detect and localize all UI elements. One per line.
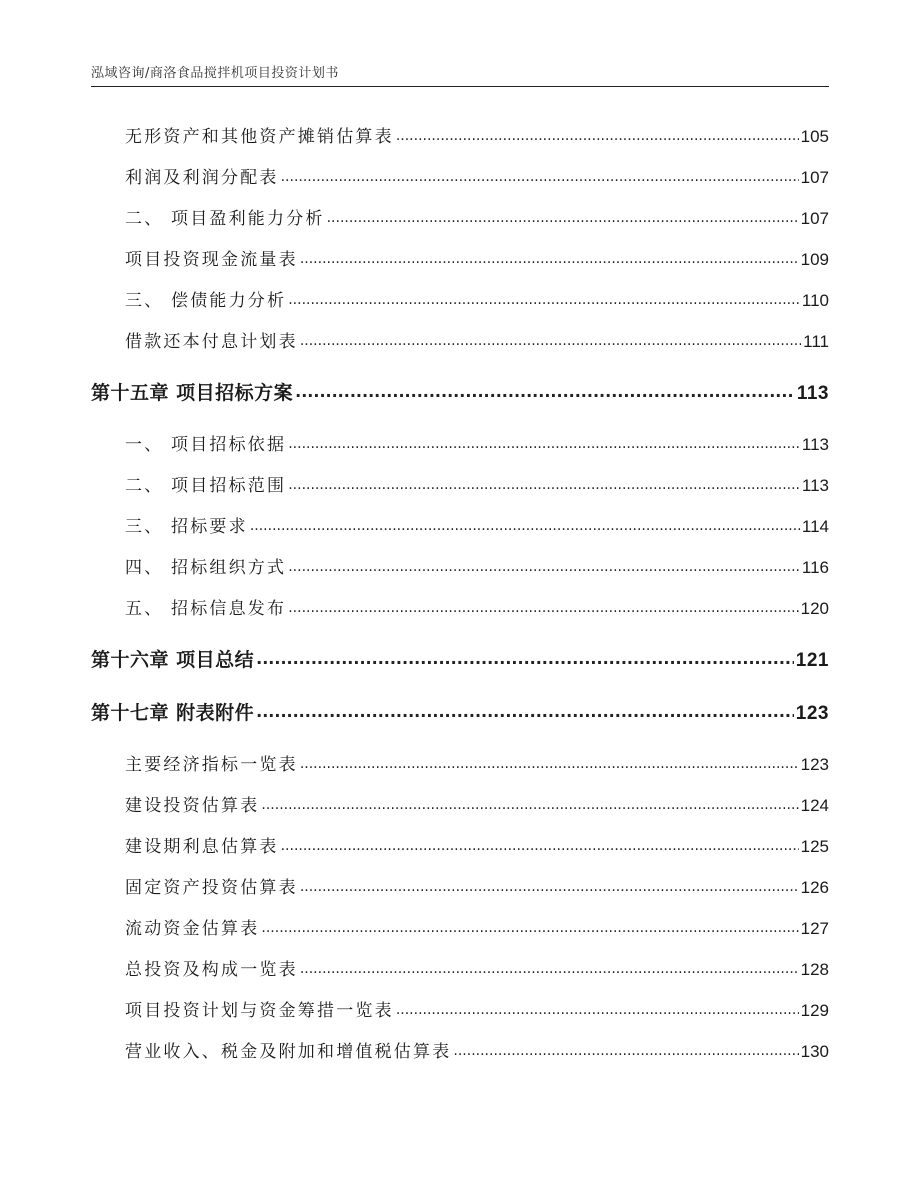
toc-page-number: 107 xyxy=(800,209,829,228)
toc-entry[interactable] xyxy=(0,286,920,311)
header-divider xyxy=(91,86,829,87)
toc-entry-label: 四、 招标组织方式 xyxy=(125,558,287,578)
toc-chapter-label: 第十七章 附表附件 xyxy=(91,702,255,724)
toc-page-number: 125 xyxy=(800,837,829,856)
toc-page-number: 109 xyxy=(800,250,829,269)
toc-chapter[interactable] xyxy=(0,645,920,672)
dot-leader xyxy=(288,292,800,306)
toc-entry-label: 流动资金估算表 xyxy=(125,919,260,939)
toc-entry-label: 五、 招标信息发布 xyxy=(125,599,287,619)
toc-entry[interactable] xyxy=(0,327,920,352)
dot-leader xyxy=(396,1002,799,1016)
toc-page-number: 110 xyxy=(801,291,829,310)
toc-entry-label: 建设期利息估算表 xyxy=(125,837,279,857)
dot-leader xyxy=(453,1043,798,1057)
toc-entry-label: 项目投资现金流量表 xyxy=(125,250,298,270)
toc-chapter-label: 第十五章 项目招标方案 xyxy=(91,382,294,404)
toc-page-number: 113 xyxy=(801,435,829,454)
toc-entry[interactable] xyxy=(0,471,920,496)
toc-entry-label: 利润及利润分配表 xyxy=(125,168,279,188)
toc-page-number: 113 xyxy=(796,383,829,404)
toc-page-number: 123 xyxy=(800,755,829,774)
toc-entry[interactable] xyxy=(0,750,920,775)
toc-entry[interactable] xyxy=(0,1037,920,1062)
dot-leader xyxy=(288,600,798,614)
toc-entry-label: 主要经济指标一览表 xyxy=(125,755,298,775)
toc-entry[interactable] xyxy=(0,873,920,898)
toc-entry[interactable] xyxy=(0,204,920,229)
toc-page-number: 129 xyxy=(800,1001,829,1020)
toc-page-number: 107 xyxy=(800,168,829,187)
toc-page-number: 123 xyxy=(795,703,829,724)
toc-entry[interactable] xyxy=(0,996,920,1021)
dot-leader xyxy=(288,436,800,450)
dot-leader xyxy=(256,650,794,666)
toc-chapter[interactable] xyxy=(0,698,920,725)
toc-page-number: 127 xyxy=(800,919,829,938)
toc-entry[interactable] xyxy=(0,594,920,619)
dot-leader xyxy=(281,838,799,852)
toc-page-number: 114 xyxy=(801,517,829,536)
toc-entry[interactable] xyxy=(0,955,920,980)
dot-leader xyxy=(295,383,795,399)
toc-entry-label: 二、 项目招标范围 xyxy=(125,476,287,496)
toc-page-number: 111 xyxy=(803,332,829,351)
toc-page-number: 126 xyxy=(800,878,829,897)
toc-entry-label: 总投资及构成一览表 xyxy=(125,960,298,980)
toc-page-number: 124 xyxy=(800,796,829,815)
dot-leader xyxy=(396,128,799,142)
toc-entry-label: 一、 项目招标依据 xyxy=(125,435,287,455)
dot-leader xyxy=(288,559,800,573)
toc-entry[interactable] xyxy=(0,163,920,188)
dot-leader xyxy=(288,477,800,491)
dot-leader xyxy=(250,518,800,532)
toc-page-number: 113 xyxy=(801,476,829,495)
toc-entry[interactable] xyxy=(0,553,920,578)
dot-leader xyxy=(261,920,798,934)
toc-entry-label: 三、 偿债能力分析 xyxy=(125,291,287,311)
toc-entry-label: 营业收入、税金及附加和增值税估算表 xyxy=(125,1042,452,1062)
toc-chapter[interactable] xyxy=(0,378,920,405)
toc-page-number: 116 xyxy=(801,558,829,577)
toc-entry-label: 二、 项目盈利能力分析 xyxy=(125,209,325,229)
toc-entry-label: 无形资产和其他资产摊销估算表 xyxy=(125,127,394,147)
toc-entry-label: 三、 招标要求 xyxy=(125,517,248,537)
dot-leader xyxy=(300,756,799,770)
toc-page-number: 121 xyxy=(795,650,829,671)
dot-leader xyxy=(281,169,799,183)
toc-entry[interactable] xyxy=(0,512,920,537)
toc-entry[interactable] xyxy=(0,914,920,939)
dot-leader xyxy=(327,210,799,224)
dot-leader xyxy=(300,879,799,893)
toc-entry-label: 固定资产投资估算表 xyxy=(125,878,298,898)
toc-entry[interactable] xyxy=(0,245,920,270)
toc-page-number: 130 xyxy=(800,1042,829,1061)
toc-entry[interactable] xyxy=(0,832,920,857)
toc-entry-label: 借款还本付息计划表 xyxy=(125,332,298,352)
toc-page-number: 120 xyxy=(800,599,829,618)
dot-leader xyxy=(300,251,799,265)
toc-chapter-label: 第十六章 项目总结 xyxy=(91,649,255,671)
toc-page-number: 128 xyxy=(800,960,829,979)
toc-entry-label: 项目投资计划与资金筹措一览表 xyxy=(125,1001,394,1021)
toc-entry-label: 建设投资估算表 xyxy=(125,796,260,816)
dot-leader xyxy=(256,703,794,719)
dot-leader xyxy=(300,961,799,975)
toc-entry[interactable] xyxy=(0,122,920,147)
toc-entry[interactable] xyxy=(0,430,920,455)
running-header: 泓域咨询/商洛食品搅拌机项目投资计划书 xyxy=(91,66,339,81)
dot-leader xyxy=(300,333,801,347)
toc-page-number: 105 xyxy=(800,127,829,146)
dot-leader xyxy=(261,797,798,811)
toc-entry[interactable] xyxy=(0,791,920,816)
